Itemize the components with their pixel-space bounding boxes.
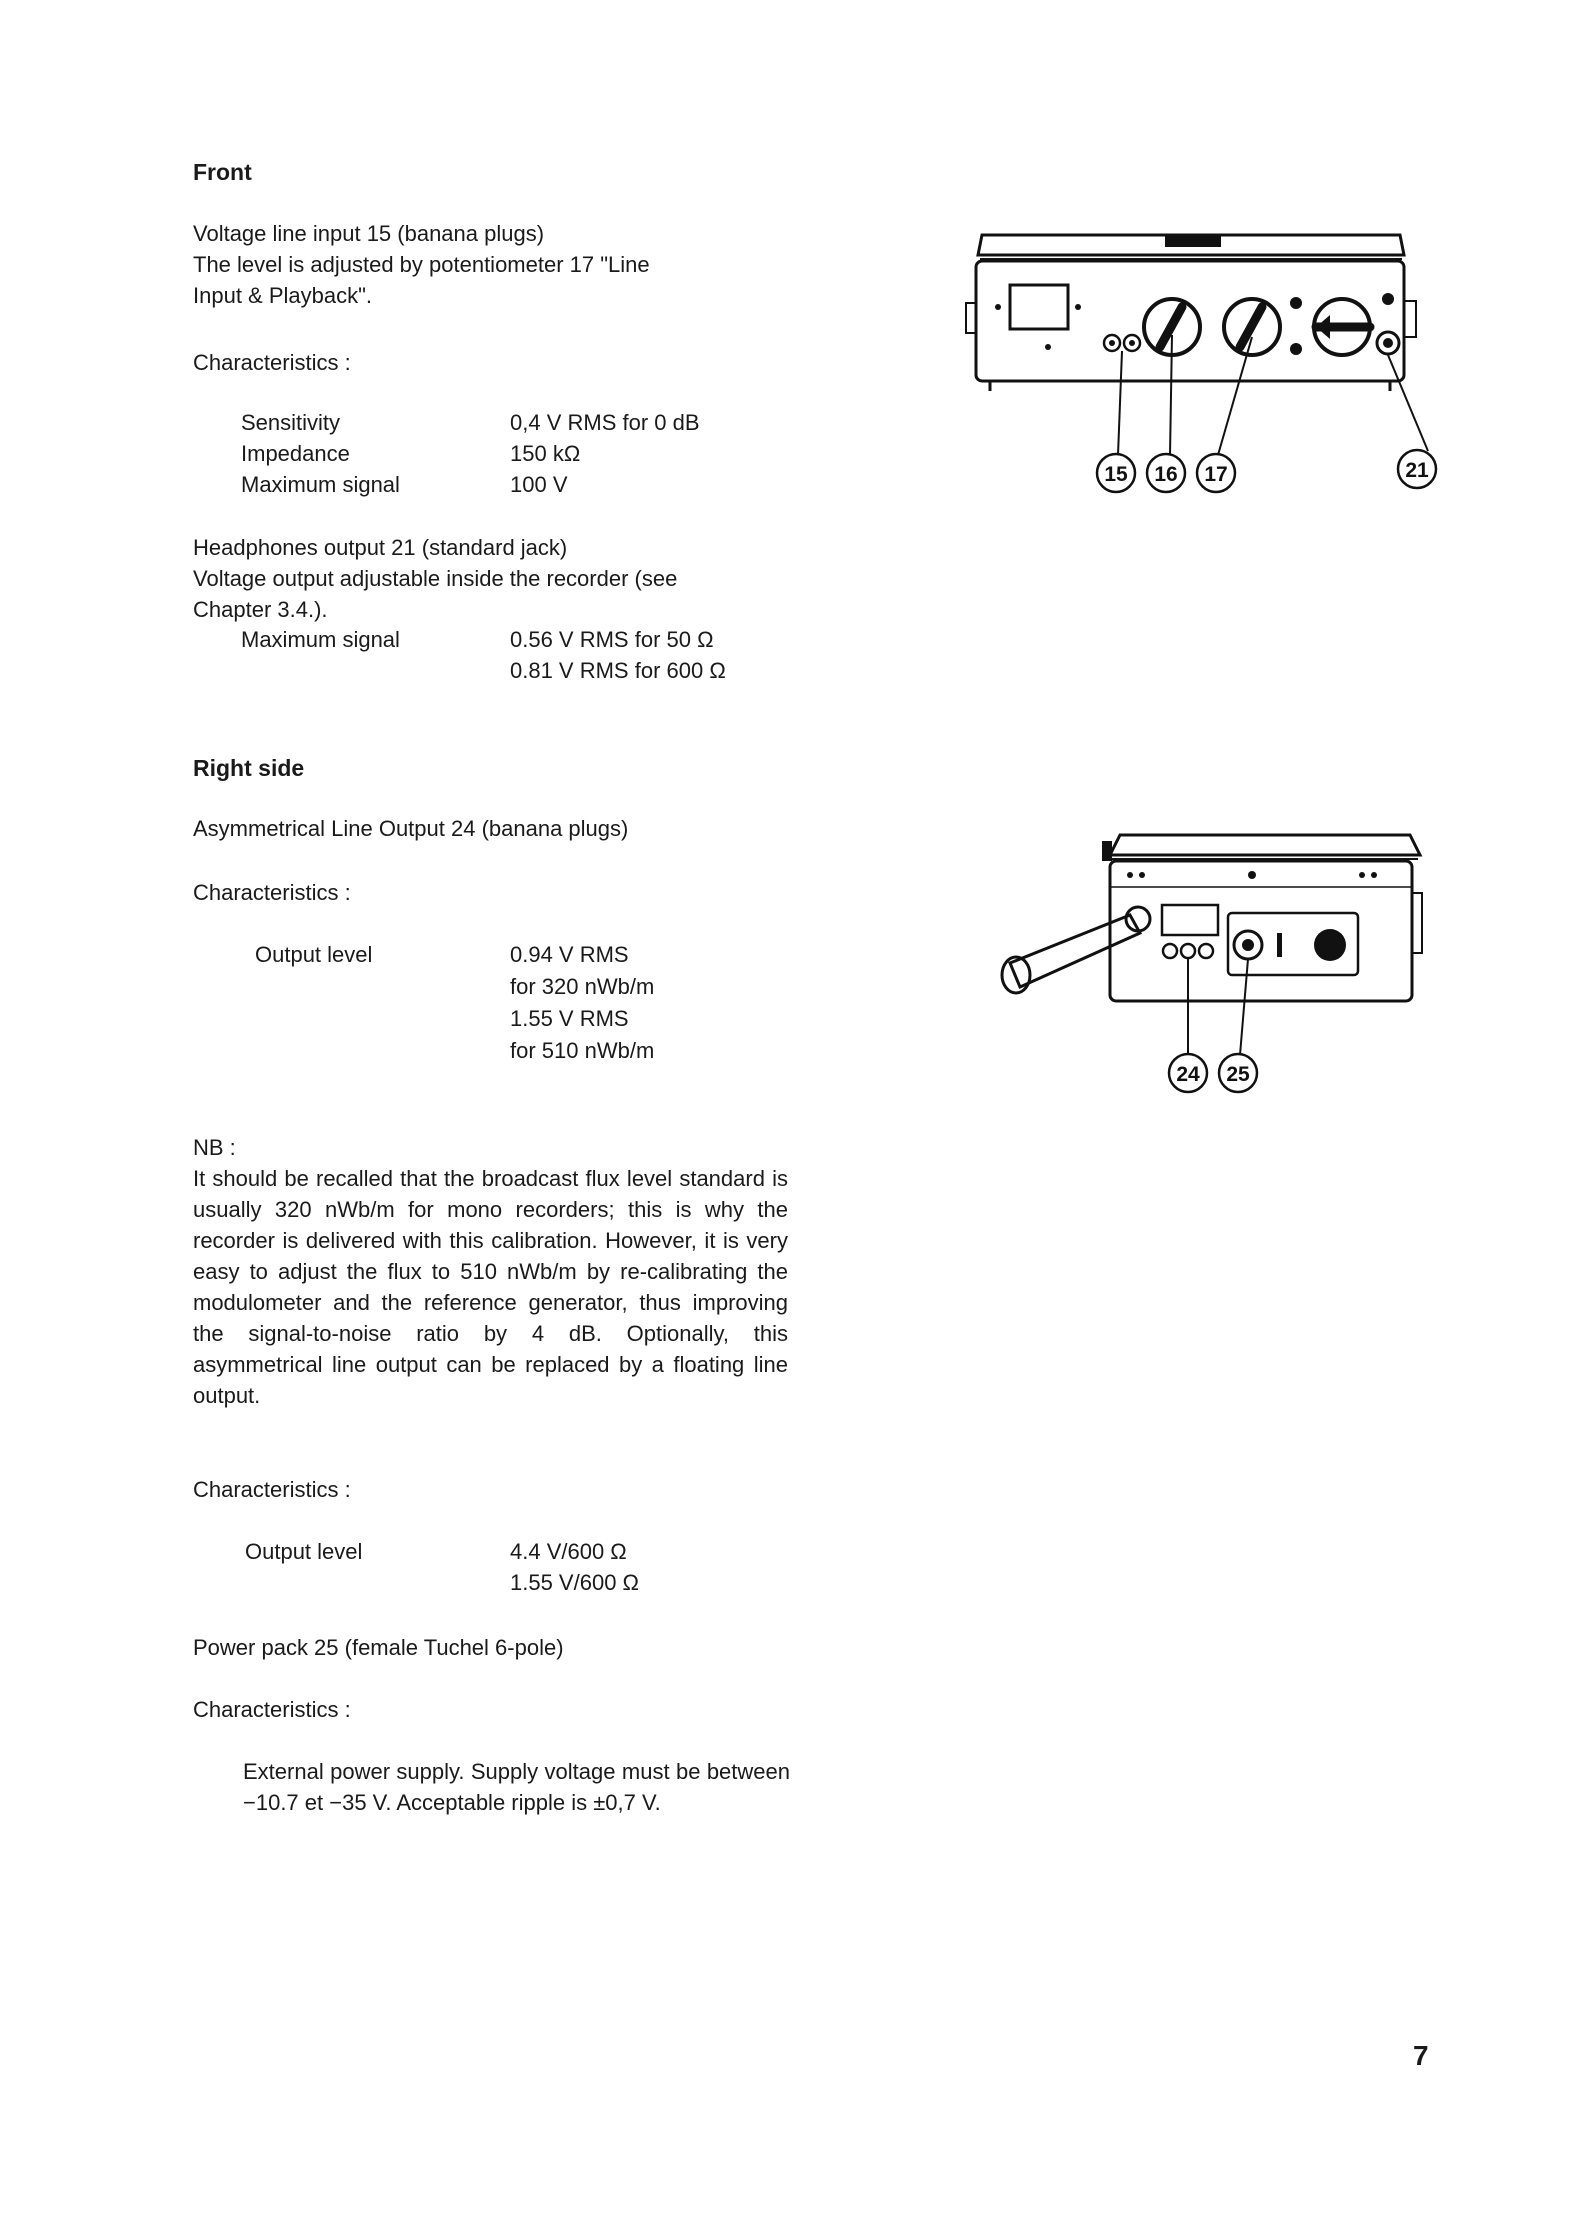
front-specs-table [193, 407, 793, 507]
spec-value: 4.4 V/600 Ω [510, 1539, 627, 1564]
front-heading-block [193, 157, 793, 188]
callout-16: 16 [1154, 463, 1178, 486]
nb-label: NB : [193, 1135, 236, 1160]
spec-label: Output level [245, 1539, 363, 1564]
right-characteristics-label-3: Characteristics : [193, 1697, 351, 1722]
headphones-block [193, 532, 793, 625]
right-characteristics-label: Characteristics : [193, 880, 351, 905]
callout-17: 17 [1204, 463, 1228, 486]
right-side-figure [990, 815, 1440, 1115]
page-number: 7 [1413, 2040, 1429, 2071]
spec-value: 1.55 V RMS [510, 1006, 629, 1031]
front-intro-line: Input & Playback". [193, 283, 373, 308]
right-side-heading-block [193, 753, 793, 784]
spec-label: Sensitivity [241, 410, 341, 435]
power-pack-text: Power pack 25 (female Tuchel 6-pole) [193, 1635, 564, 1660]
spec-label: Maximum signal [241, 627, 400, 652]
right-side-heading: Right side [193, 755, 305, 781]
front-intro-line: The level is adjusted by potentiometer 17 "Line [193, 252, 650, 277]
spec-value: 0.56 V RMS for 50 Ω [510, 627, 714, 652]
headphones-line: Headphones output 21 (standard jack) [193, 535, 568, 560]
spec-value: 0.81 V RMS for 600 Ω [510, 658, 726, 683]
line-output-text: Asymmetrical Line Output 24 (banana plugs) [193, 816, 629, 841]
spec-value: 0,4 V RMS for 0 dB [510, 410, 700, 435]
front-intro-line: Voltage line input 15 (banana plugs) [193, 221, 545, 246]
spec-label: Maximum signal [241, 472, 400, 497]
spec-value: 0.94 V RMS [510, 942, 629, 967]
nb-paragraph: It should be recalled that the broadcast flux level standard is usually 320 nWb/m for mono recorders; this is why the recorder is delivered with this calibration. However, it is very easy to adjust the flux to 510 nWb/m by re-calibrating the modulometer and the reference generator, thus improving the signal-to-noise ratio by 4 dB. Optionally, this asymmetrical line output can be replaced by a floating line output. [193, 1166, 788, 1408]
spec-value: 100 V [510, 472, 568, 497]
callout-24: 24 [1176, 1063, 1200, 1086]
spec-label: Impedance [241, 441, 350, 466]
callout-15: 15 [1104, 463, 1128, 486]
spec-value: for 510 nWb/m [510, 1038, 655, 1063]
front-characteristics-label: Characteristics : [193, 350, 351, 375]
power-paragraph: External power supply. Supply voltage must be between −10.7 et −35 V. Acceptable ripple is ±0,7 V. [243, 1759, 790, 1815]
headphones-line: Chapter 3.4.). [193, 597, 328, 622]
headphones-line: Voltage output adjustable inside the recorder (see [193, 566, 678, 591]
right-characteristics-label-2: Characteristics : [193, 1477, 351, 1502]
headphones-max-table [193, 624, 793, 694]
output-level-table-2 [193, 1536, 793, 1606]
output-level-table [193, 939, 793, 1069]
spec-label: Output level [255, 942, 373, 967]
spec-value: for 320 nWb/m [510, 974, 655, 999]
front-panel-figure [960, 215, 1440, 515]
front-intro [193, 218, 793, 311]
callout-25: 25 [1226, 1063, 1250, 1086]
front-heading: Front [193, 159, 252, 185]
spec-value: 1.55 V/600 Ω [510, 1570, 639, 1595]
callout-21: 21 [1405, 459, 1429, 482]
spec-value: 150 kΩ [510, 441, 581, 466]
